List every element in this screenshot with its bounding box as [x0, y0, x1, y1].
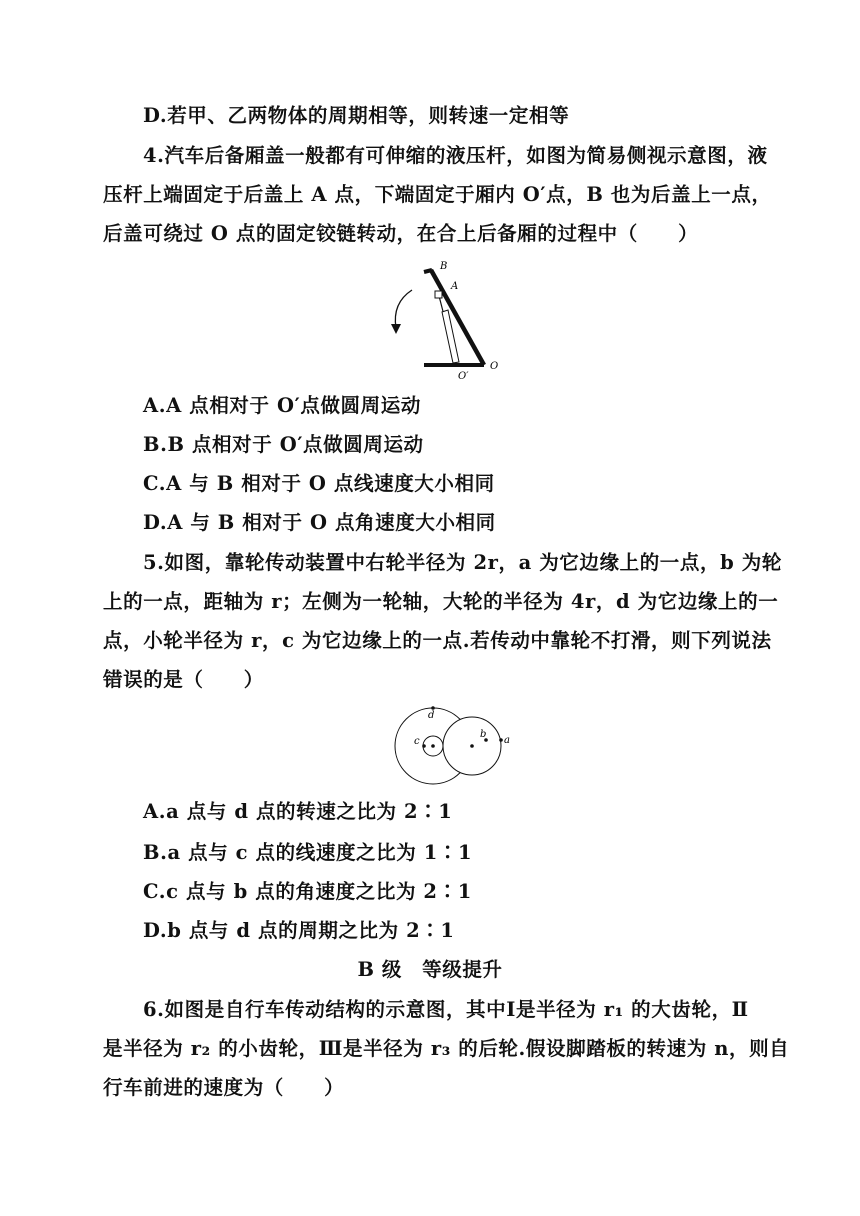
q6-stem-line-2: 是半径为 r₂ 的小齿轮，Ⅲ是半径为 r₃ 的后轮.假设脚踏板的转速为 n，则自 [103, 1037, 790, 1060]
label-O-prime: O′ [458, 371, 469, 382]
label-O: O [490, 361, 499, 372]
q4-trunk-lid-figure [380, 258, 510, 383]
label-c: c [414, 736, 420, 747]
q4-stem-line-1: 4.汽车后备厢盖一般都有可伸缩的液压杆，如图为简易侧视示意图，液 [143, 144, 768, 167]
point-c [422, 744, 426, 748]
q5-stem-line-3: 点，小轮半径为 r，c 为它边缘上的一点.若传动中靠轮不打滑，则下列说法 [103, 629, 772, 652]
axle-left [431, 744, 435, 748]
q3-option-d: D.若甲、乙两物体的周期相等，则转速一定相等 [143, 104, 570, 127]
q4-option-a: A.A 点相对于 O′点做圆周运动 [143, 394, 421, 417]
q6-stem-line-1: 6.如图是自行车传动结构的示意图，其中Ⅰ是半径为 r₁ 的大齿轮，Ⅱ [143, 998, 749, 1021]
label-A: A [451, 281, 459, 292]
q4-option-c: C.A 与 B 相对于 O 点线速度大小相同 [143, 472, 495, 495]
point-a [499, 738, 503, 742]
q5-stem-line-1: 5.如图，靠轮传动装置中右轮半径为 2r，a 为它边缘上的一点，b 为轮 [143, 551, 782, 574]
q5-option-b: B.a 点与 c 点的线速度之比为 1∶1 [143, 841, 473, 864]
q4-stem-line-3: 后盖可绕过 O 点的固定铰链转动，在合上后备厢的过程中（ ） [103, 222, 699, 245]
q5-option-c: C.c 点与 b 点的角速度之比为 2∶1 [143, 880, 472, 903]
q5-option-a: A.a 点与 d 点的转速之比为 2∶1 [143, 800, 453, 823]
q6-stem-line-3: 行车前进的速度为（ ） [103, 1076, 345, 1099]
arrow-head-icon [391, 324, 401, 334]
lid-top-hook [424, 270, 432, 272]
axle-right [470, 744, 474, 748]
q5-stem-line-4: 错误的是（ ） [103, 668, 264, 691]
strut-top-mount [435, 291, 442, 298]
q4-stem-line-2: 压杆上端固定于后盖上 A 点，下端固定于厢内 O′点，B 也为后盖上一点， [103, 183, 772, 206]
q4-option-d: D.A 与 B 相对于 O 点角速度大小相同 [143, 511, 496, 534]
label-b: b [480, 729, 487, 740]
q5-option-d: D.b 点与 d 点的周期之比为 2∶1 [143, 919, 455, 942]
label-B: B [440, 261, 448, 272]
rotation-arrow [395, 290, 412, 328]
section-b-title: B 级 等级提升 [357, 958, 503, 981]
label-d: d [428, 710, 435, 721]
q4-option-b: B.B 点相对于 O′点做圆周运动 [143, 433, 424, 456]
q5-stem-line-2: 上的一点，距轴为 r；左侧为一轮轴，大轮的半径为 4r，d 为它边缘上的一 [103, 590, 779, 613]
q5-wheel-figure [390, 700, 510, 790]
label-a: a [504, 735, 510, 746]
